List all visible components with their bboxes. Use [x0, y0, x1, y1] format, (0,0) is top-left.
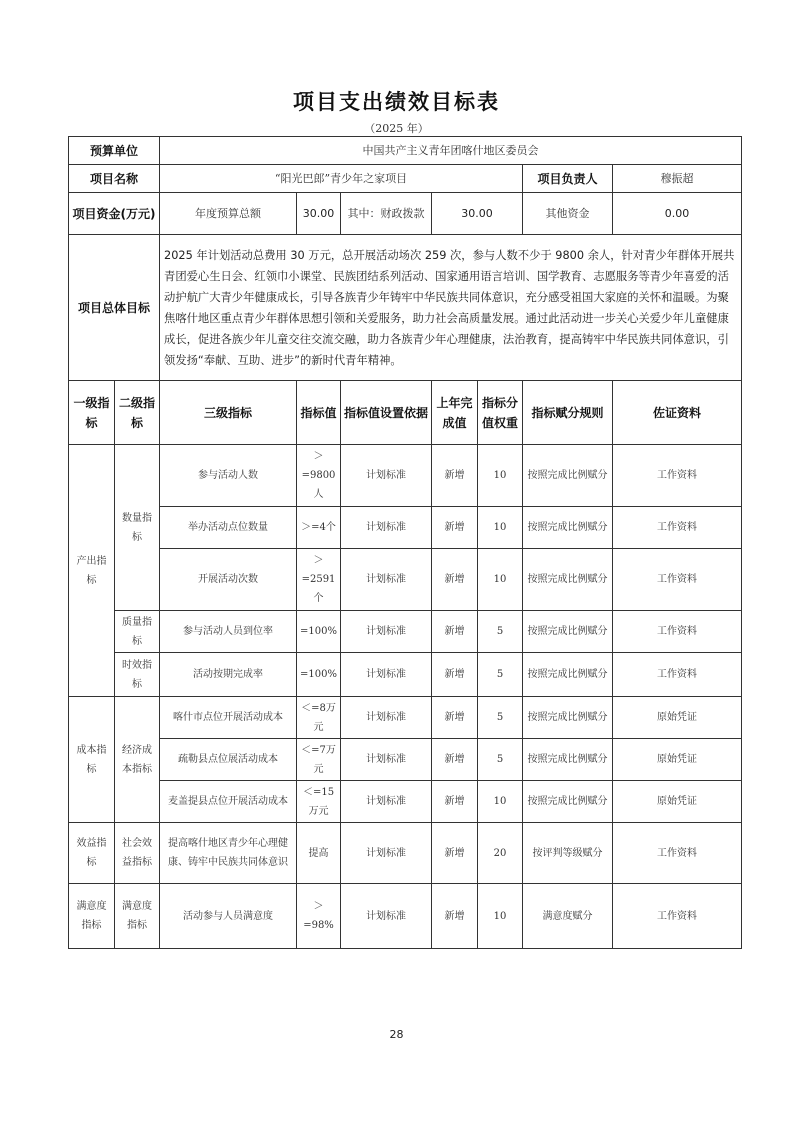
level1-indicator: 效益指标: [69, 823, 115, 884]
evidence-material: 原始凭证: [613, 697, 742, 739]
indicator-row: [69, 823, 742, 884]
project-lead-value: 穆振超: [613, 165, 742, 193]
indicator-weight: 5: [478, 653, 523, 697]
scoring-rule: 按照完成比例赋分: [523, 739, 613, 781]
indicator-weight: 10: [478, 445, 523, 507]
overall-goal-text: 2025 年计划活动总费用 30 万元，总开展活动场次 259 次，参与人数不少于 9800 余人，针对青少年群体开展共青团爱心生日会、红领巾小课堂、民族团结系列活动、国家通用语言培训、国学教育、志愿服务等青少年喜爱的活动护航广大青少年健康成长，引导各族青少年铸牢中华民族共同体意识，充分感受祖国大家庭的关怀和温暖。为聚焦喀什地区重点青少年群体思想引领和关爱服务，助力社会高质量发展。通过此活动进一步关心关爱少年儿童健康成长，促进各族少年儿童交往交流交融，助力各族青少年心理健康，法治教育，提高铸牢中华民族共同体意识，引领发扬“奉献、互助、进步”的新时代青年精神。: [160, 235, 742, 381]
evidence-material: 工作资料: [613, 445, 742, 507]
last-year-value: 新增: [432, 507, 478, 549]
indicator-value: =100%: [297, 653, 341, 697]
level3-indicator: 参与活动人员到位率: [160, 611, 297, 653]
scoring-rule: 按照完成比例赋分: [523, 445, 613, 507]
budget-unit-row: [69, 137, 742, 165]
scoring-rule: 满意度赋分: [523, 884, 613, 949]
indicator-basis: 计划标准: [341, 697, 432, 739]
level3-indicator: 提高喀什地区青少年心理健康、铸牢中民族共同体意识: [160, 823, 297, 884]
scoring-rule: 按照完成比例赋分: [523, 653, 613, 697]
last-year-value: 新增: [432, 697, 478, 739]
scoring-rule: 按照完成比例赋分: [523, 697, 613, 739]
indicator-basis: 计划标准: [341, 653, 432, 697]
column-header-level2: 二级指标: [115, 381, 160, 445]
other-funds-label: 其他资金: [523, 193, 613, 235]
evidence-material: 工作资料: [613, 884, 742, 949]
indicator-weight: 5: [478, 697, 523, 739]
fiscal-funds-label: 其中：财政拨款: [341, 193, 432, 235]
evidence-material: 原始凭证: [613, 781, 742, 823]
last-year-value: 新增: [432, 445, 478, 507]
level2-indicator: 经济成本指标: [115, 697, 160, 823]
indicator-value: ＞=4个: [297, 507, 341, 549]
indicator-weight: 5: [478, 611, 523, 653]
indicator-value: 提高: [297, 823, 341, 884]
level2-indicator: 时效指标: [115, 653, 160, 697]
column-header-weight: 指标分值权重: [478, 381, 523, 445]
level1-indicator: 产出指标: [69, 445, 115, 697]
indicator-basis: 计划标准: [341, 739, 432, 781]
last-year-value: 新增: [432, 611, 478, 653]
annual-budget-value: 30.00: [297, 193, 341, 235]
indicator-row: [69, 611, 742, 653]
last-year-value: 新增: [432, 653, 478, 697]
indicator-value: =100%: [297, 611, 341, 653]
indicator-value: ＞=9800人: [297, 445, 341, 507]
evidence-material: 原始凭证: [613, 739, 742, 781]
column-header-last-year: 上年完成值: [432, 381, 478, 445]
column-header-value: 指标值: [297, 381, 341, 445]
project-name-row: [69, 165, 742, 193]
project-lead-label: 项目负责人: [523, 165, 613, 193]
page-number: 28: [389, 1028, 404, 1041]
indicator-weight: 5: [478, 739, 523, 781]
evidence-material: 工作资料: [613, 507, 742, 549]
budget-unit-label: 预算单位: [69, 137, 160, 165]
evidence-material: 工作资料: [613, 823, 742, 884]
project-funds-label: 项目资金(万元): [69, 193, 160, 235]
column-header-level1: 一级指标: [69, 381, 115, 445]
other-funds-value: 0.00: [613, 193, 742, 235]
indicator-weight: 10: [478, 781, 523, 823]
column-header-rule: 指标赋分规则: [523, 381, 613, 445]
level1-indicator: 成本指标: [69, 697, 115, 823]
annual-budget-label-text: 年度预算总额: [195, 206, 262, 220]
fiscal-funds-value: 30.00: [432, 193, 523, 235]
column-header-level3: 三级指标: [160, 381, 297, 445]
indicator-value: ＞=98%: [297, 884, 341, 949]
annual-budget-label: [160, 193, 297, 235]
indicator-weight: 10: [478, 884, 523, 949]
indicator-basis: 计划标准: [341, 549, 432, 611]
level3-indicator: 麦盖提县点位开展活动成本: [160, 781, 297, 823]
level2-indicator: 社会效益指标: [115, 823, 160, 884]
indicator-weight: 10: [478, 549, 523, 611]
level2-indicator: 质量指标: [115, 611, 160, 653]
scoring-rule: 按照完成比例赋分: [523, 507, 613, 549]
page-title: 项目支出绩效目标表: [293, 90, 500, 114]
indicator-row: [69, 653, 742, 697]
evidence-material: 工作资料: [613, 611, 742, 653]
indicator-header-row: [69, 381, 742, 445]
indicator-basis: 计划标准: [341, 823, 432, 884]
level3-indicator: 参与活动人数: [160, 445, 297, 507]
evidence-material: 工作资料: [613, 653, 742, 697]
year-label: （2025 年）: [364, 122, 429, 135]
indicator-basis: 计划标准: [341, 507, 432, 549]
indicator-row: [69, 445, 742, 507]
level2-indicator: 数量指标: [115, 445, 160, 611]
indicator-value: ＜=8万元: [297, 697, 341, 739]
indicator-value: ＜=7万元: [297, 739, 341, 781]
indicator-weight: 10: [478, 507, 523, 549]
project-funds-row: [69, 193, 742, 235]
level3-indicator: 举办活动点位数量: [160, 507, 297, 549]
project-name-value: “阳光巴郎”青少年之家项目: [160, 165, 523, 193]
last-year-value: 新增: [432, 823, 478, 884]
last-year-value: 新增: [432, 781, 478, 823]
overall-goal-row: [69, 235, 742, 381]
indicator-weight: 20: [478, 823, 523, 884]
performance-target-table: [68, 136, 742, 949]
column-header-basis: 指标值设置依据: [341, 381, 432, 445]
level3-indicator: 活动参与人员满意度: [160, 884, 297, 949]
indicator-row: [69, 884, 742, 949]
scoring-rule: 按照完成比例赋分: [523, 549, 613, 611]
indicator-basis: 计划标准: [341, 781, 432, 823]
last-year-value: 新增: [432, 884, 478, 949]
level1-indicator: 满意度指标: [69, 884, 115, 949]
scoring-rule: 按照完成比例赋分: [523, 781, 613, 823]
last-year-value: 新增: [432, 549, 478, 611]
indicator-value: ＜=15万元: [297, 781, 341, 823]
level3-indicator: 开展活动次数: [160, 549, 297, 611]
level2-indicator: 满意度指标: [115, 884, 160, 949]
indicator-value: ＞=2591个: [297, 549, 341, 611]
indicator-row: [69, 697, 742, 739]
level3-indicator: 活动按期完成率: [160, 653, 297, 697]
indicator-row: [69, 739, 742, 781]
indicator-row: [69, 507, 742, 549]
indicator-basis: 计划标准: [341, 611, 432, 653]
scoring-rule: 按评判等级赋分: [523, 823, 613, 884]
evidence-material: 工作资料: [613, 549, 742, 611]
level3-indicator: 疏勒县点位展活动成本: [160, 739, 297, 781]
project-name-label: 项目名称: [69, 165, 160, 193]
scoring-rule: 按照完成比例赋分: [523, 611, 613, 653]
last-year-value: 新增: [432, 739, 478, 781]
indicator-row: [69, 549, 742, 611]
indicator-basis: 计划标准: [341, 884, 432, 949]
indicator-row: [69, 781, 742, 823]
overall-goal-label: 项目总体目标: [69, 235, 160, 381]
column-header-evidence: 佐证资料: [613, 381, 742, 445]
budget-unit-value: 中国共产主义青年团喀什地区委员会: [160, 137, 742, 165]
indicator-basis: 计划标准: [341, 445, 432, 507]
level3-indicator: 喀什市点位开展活动成本: [160, 697, 297, 739]
